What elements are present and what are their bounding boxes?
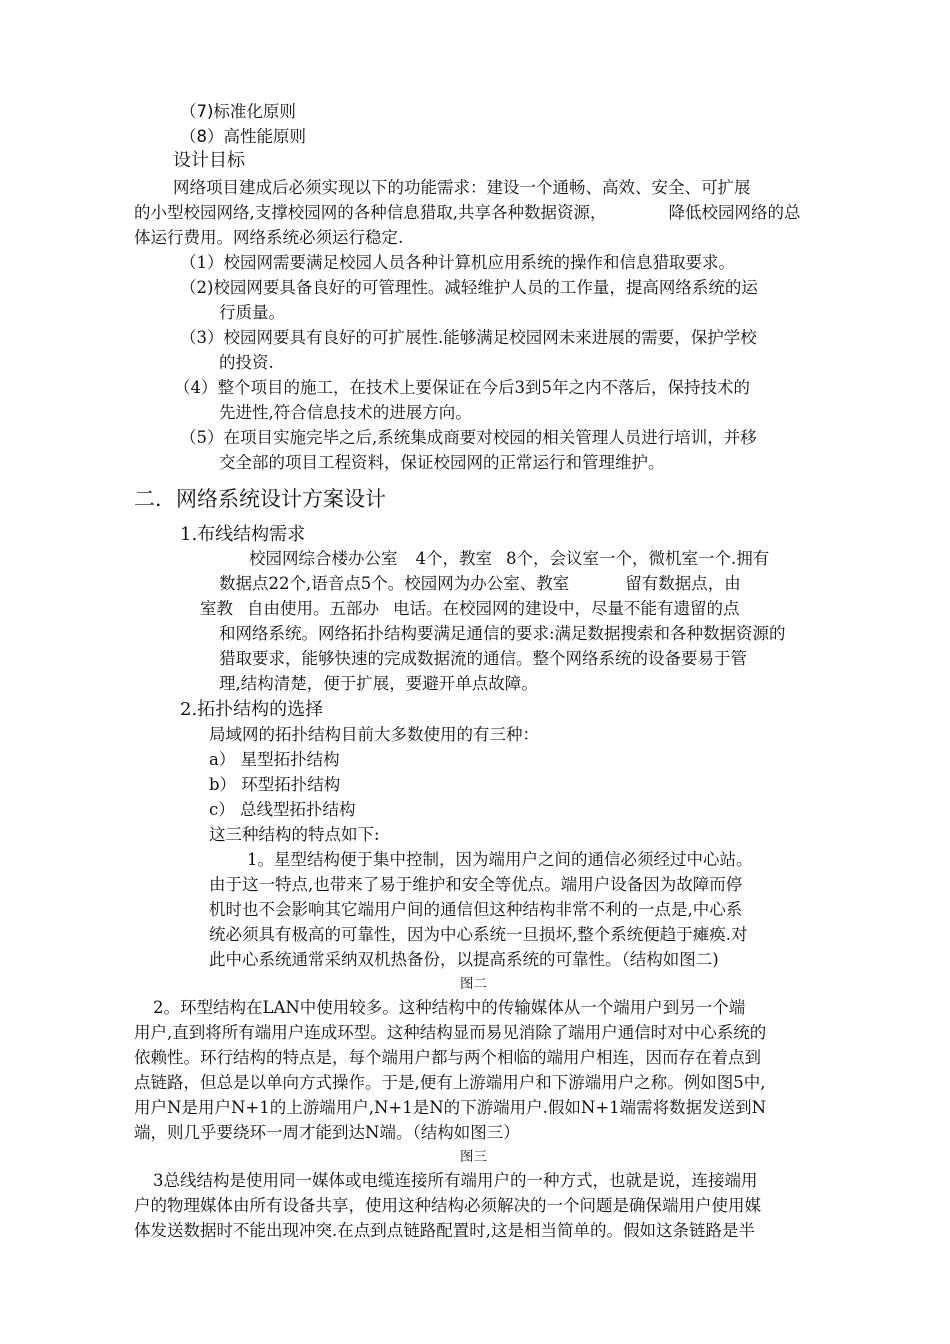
ring-line-4: 点链路，但总是以单向方式操作。于是,便有上游端用户和下游端用户之称。例如图5中, — [134, 1073, 766, 1092]
requirement-2-line-2: 行质量。 — [219, 303, 285, 322]
goal-line-2: 的小型校园网络,支撑校园网的各种信息猎取,共享各种数据资源， 降低校园网络的总 — [134, 203, 801, 222]
ring-line-3: 依赖性。环行结构的特点是，每个端用户都与两个相临的端用户相连，因而存在着点到 — [134, 1048, 761, 1067]
topology-features: 这三种结构的特点如下: — [209, 825, 380, 844]
star-line-2: 由于这一特点,也带来了易于维护和安全等优点。端用户设备因为故障而停 — [209, 875, 743, 894]
topology-option-b: b） 环型拓扑结构 — [209, 775, 341, 794]
principle-7: （7)标准化原则 — [180, 102, 296, 121]
bus-line-1: 3总线结构是使用同一媒体或电缆连接所有端用户的一种方式，也就是说，连接端用 — [153, 1171, 758, 1190]
figure-2-caption: 图二 — [460, 976, 487, 992]
wiring-line-4: 和网络系统。网络拓扑结构要满足通信的要求:满足数据搜索和各种数据资源的 — [219, 624, 786, 643]
star-line-4: 统必须具有极高的可靠性，因为中心系统一旦损坏,整个系统便趋于瘫痪.对 — [209, 925, 748, 944]
figure-3-caption: 图三 — [460, 1149, 487, 1165]
wiring-line-2: 数据点22个,语音点5个。校园网为办公室、教室 留有数据点，由 — [219, 574, 741, 593]
subsection-2-heading: 2.拓扑结构的选择 — [180, 699, 324, 720]
subsection-1-heading: 1.布线结构需求 — [180, 524, 306, 545]
ring-line-6: 端，则几乎要绕环一周才能到达N端。（结构如图三） — [134, 1123, 520, 1142]
requirement-3-line-1: （3）校园网要具有良好的可扩展性.能够满足校园网未来进展的需要，保护学校 — [180, 328, 757, 347]
requirement-5-line-2: 交全部的项目工程资料，保证校园网的正常运行和管理维护。 — [219, 453, 665, 472]
goal-heading: 设计目标 — [173, 150, 245, 171]
goal-line-1: 网络项目建成后必须实现以下的功能需求：建设一个通畅、高效、安全、可扩展 — [173, 178, 751, 197]
star-line-1: 1。星型结构便于集中控制，因为端用户之间的通信必须经过中心站。 — [247, 850, 753, 869]
wiring-line-3: 室教 自由使用。五部办 电话。在校园网的建设中，尽量不能有遗留的点 — [200, 599, 740, 618]
requirement-5-line-1: （5）在项目实施完毕之后,系统集成商要对校园的相关管理人员进行培训，并移 — [180, 428, 757, 447]
star-line-3: 机时也不会影响其它端用户间的通信但这种结构非常不利的一点是,中心系 — [209, 900, 743, 919]
ring-line-1: 2。环型结构在LAN中使用较多。这种结构中的传输媒体从一个端用户到另一个端 — [153, 998, 746, 1017]
wiring-line-1: 校园网综合楼办公室 4个，教室 8个，会议室一个，微机室一个.拥有 — [249, 549, 770, 568]
goal-line-3: 体运行费用。网络系统必须运行稳定. — [134, 228, 404, 247]
topology-intro: 局域网的拓扑结构目前大多数使用的有三种： — [209, 725, 539, 744]
requirement-1: （1）校园网需要满足校园人员各种计算机应用系统的操作和信息猎取要求。 — [180, 253, 735, 272]
ring-line-5: 用户N是用户N+1的上游端用户,N+1是N的下游端用户.假如N+1端需将数据发送到N — [134, 1098, 767, 1117]
requirement-4-line-1: （4）整个项目的施工，在技术上要保证在今后3到5年之内不落后，保持技术的 — [174, 378, 750, 397]
principle-8: （8）高性能原则 — [180, 127, 306, 146]
bus-line-2: 户的物理媒体由所有设备共享，使用这种结构必须解决的一个问题是确保端用户使用媒 — [134, 1196, 761, 1215]
wiring-line-5: 猎取要求，能够快速的完成数据流的通信。整个网络系统的设备要易于管 — [219, 649, 747, 668]
wiring-line-6: 理,结构清楚，便于扩展，要避开单点故障。 — [219, 674, 538, 693]
topology-option-c: c） 总线型拓扑结构 — [209, 800, 356, 819]
star-line-5: 此中心系统通常采纳双机热备份，以提高系统的可靠性。（结构如图二) — [209, 950, 719, 969]
topology-option-a: a） 星型拓扑结构 — [209, 750, 340, 769]
section-2-heading: 二．网络系统设计方案设计 — [134, 487, 386, 511]
requirement-3-line-2: 的投资. — [219, 353, 274, 372]
requirement-4-line-2: 先进性,符合信息技术的进展方向。 — [219, 403, 472, 422]
requirement-2-line-1: （2)校园网要具备良好的可管理性。减轻维护人员的工作量，提高网络系统的运 — [180, 278, 758, 297]
ring-line-2: 用户,直到将所有端用户连成环型。这种结构显而易见消除了端用户通信时对中心系统的 — [134, 1023, 767, 1042]
bus-line-3: 体发送数据时不能出现冲突.在点到点链路配置时,这是相当简单的。假如这条链路是半 — [134, 1221, 755, 1240]
